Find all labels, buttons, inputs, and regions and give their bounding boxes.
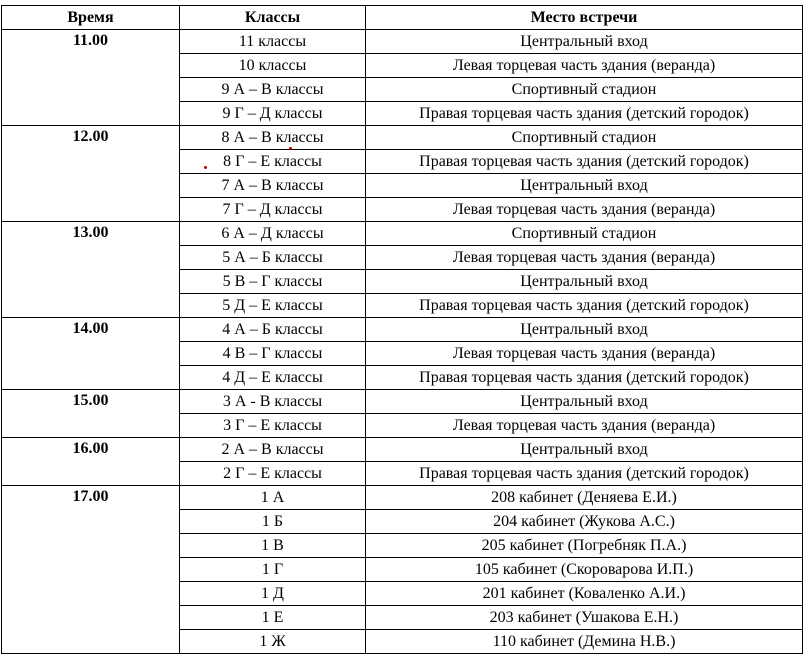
time-cell: 14.00	[2, 318, 180, 390]
class-cell: 7 А – В классы	[180, 174, 366, 198]
place-cell: 203 кабинет (Ушакова Е.Н.)	[366, 606, 803, 630]
time-cell: 17.00	[2, 486, 180, 654]
class-cell: 9 А – В классы	[180, 78, 366, 102]
time-cell: 16.00	[2, 438, 180, 486]
class-cell: 5 А – Б классы	[180, 246, 366, 270]
place-cell: 110 кабинет (Демина Н.В.)	[366, 630, 803, 654]
schedule-table	[1, 5, 803, 654]
time-cell: 11.00	[2, 30, 180, 126]
place-cell: 208 кабинет (Деняева Е.И.)	[366, 486, 803, 510]
place-cell: Центральный вход	[366, 30, 803, 54]
class-cell: 5 В – Г классы	[180, 270, 366, 294]
class-cell: 1 В	[180, 534, 366, 558]
place-cell: 201 кабинет (Коваленко А.И.)	[366, 582, 803, 606]
class-cell: 2 А – В классы	[180, 438, 366, 462]
place-cell: Левая торцевая часть здания (веранда)	[366, 198, 803, 222]
place-cell: Центральный вход	[366, 318, 803, 342]
class-cell: 11 классы	[180, 30, 366, 54]
place-cell: Правая торцевая часть здания (детский городок)	[366, 462, 803, 486]
class-cell: 4 А – Б классы	[180, 318, 366, 342]
place-cell: 205 кабинет (Погребняк П.А.)	[366, 534, 803, 558]
class-cell: 7 Г – Д классы	[180, 198, 366, 222]
class-cell: 4 Д – Е классы	[180, 366, 366, 390]
class-cell: 8 Г – Е классы	[180, 150, 366, 174]
place-cell: Спортивный стадион	[366, 126, 803, 150]
time-cell: 15.00	[2, 390, 180, 438]
table-row	[2, 222, 803, 246]
place-cell: Левая торцевая часть здания (веранда)	[366, 342, 803, 366]
header-row	[2, 6, 803, 30]
class-cell: 1 Ж	[180, 630, 366, 654]
table-row	[2, 486, 803, 510]
place-cell: Правая торцевая часть здания (детский городок)	[366, 294, 803, 318]
place-cell: Центральный вход	[366, 438, 803, 462]
time-cell: 12.00	[2, 126, 180, 222]
class-cell: 3 Г – Е классы	[180, 414, 366, 438]
header-place: Место встречи	[366, 6, 803, 30]
schedule-body	[2, 30, 803, 654]
class-cell: 5 Д – Е классы	[180, 294, 366, 318]
class-cell: 1 А	[180, 486, 366, 510]
red-mark-dot	[204, 166, 207, 169]
header-time: Время	[2, 6, 180, 30]
place-cell: Левая торцевая часть здания (веранда)	[366, 414, 803, 438]
time-cell: 13.00	[2, 222, 180, 318]
table-row	[2, 438, 803, 462]
place-cell: Правая торцевая часть здания (детский городок)	[366, 102, 803, 126]
class-cell: 8 А – В классы	[180, 126, 366, 150]
place-cell: Правая торцевая часть здания (детский городок)	[366, 150, 803, 174]
place-cell: Спортивный стадион	[366, 78, 803, 102]
table-row	[2, 126, 803, 150]
place-cell: Левая торцевая часть здания (веранда)	[366, 246, 803, 270]
place-cell: Центральный вход	[366, 270, 803, 294]
class-cell: 1 Г	[180, 558, 366, 582]
class-cell: 10 классы	[180, 54, 366, 78]
class-cell: 2 Г – Е классы	[180, 462, 366, 486]
table-row	[2, 30, 803, 54]
place-cell: Левая торцевая часть здания (веранда)	[366, 54, 803, 78]
place-cell: 204 кабинет (Жукова А.С.)	[366, 510, 803, 534]
header-classes: Классы	[180, 6, 366, 30]
class-cell: 1 Д	[180, 582, 366, 606]
class-cell: 1 Б	[180, 510, 366, 534]
red-mark-dot	[289, 147, 292, 150]
table-row	[2, 318, 803, 342]
class-cell: 4 В – Г классы	[180, 342, 366, 366]
place-cell: 105 кабинет (Скороварова И.П.)	[366, 558, 803, 582]
place-cell: Спортивный стадион	[366, 222, 803, 246]
class-cell: 1 Е	[180, 606, 366, 630]
class-cell: 6 А – Д классы	[180, 222, 366, 246]
class-cell: 3 А - В классы	[180, 390, 366, 414]
place-cell: Центральный вход	[366, 174, 803, 198]
place-cell: Центральный вход	[366, 390, 803, 414]
table-row	[2, 390, 803, 414]
place-cell: Правая торцевая часть здания (детский городок)	[366, 366, 803, 390]
class-cell: 9 Г – Д классы	[180, 102, 366, 126]
